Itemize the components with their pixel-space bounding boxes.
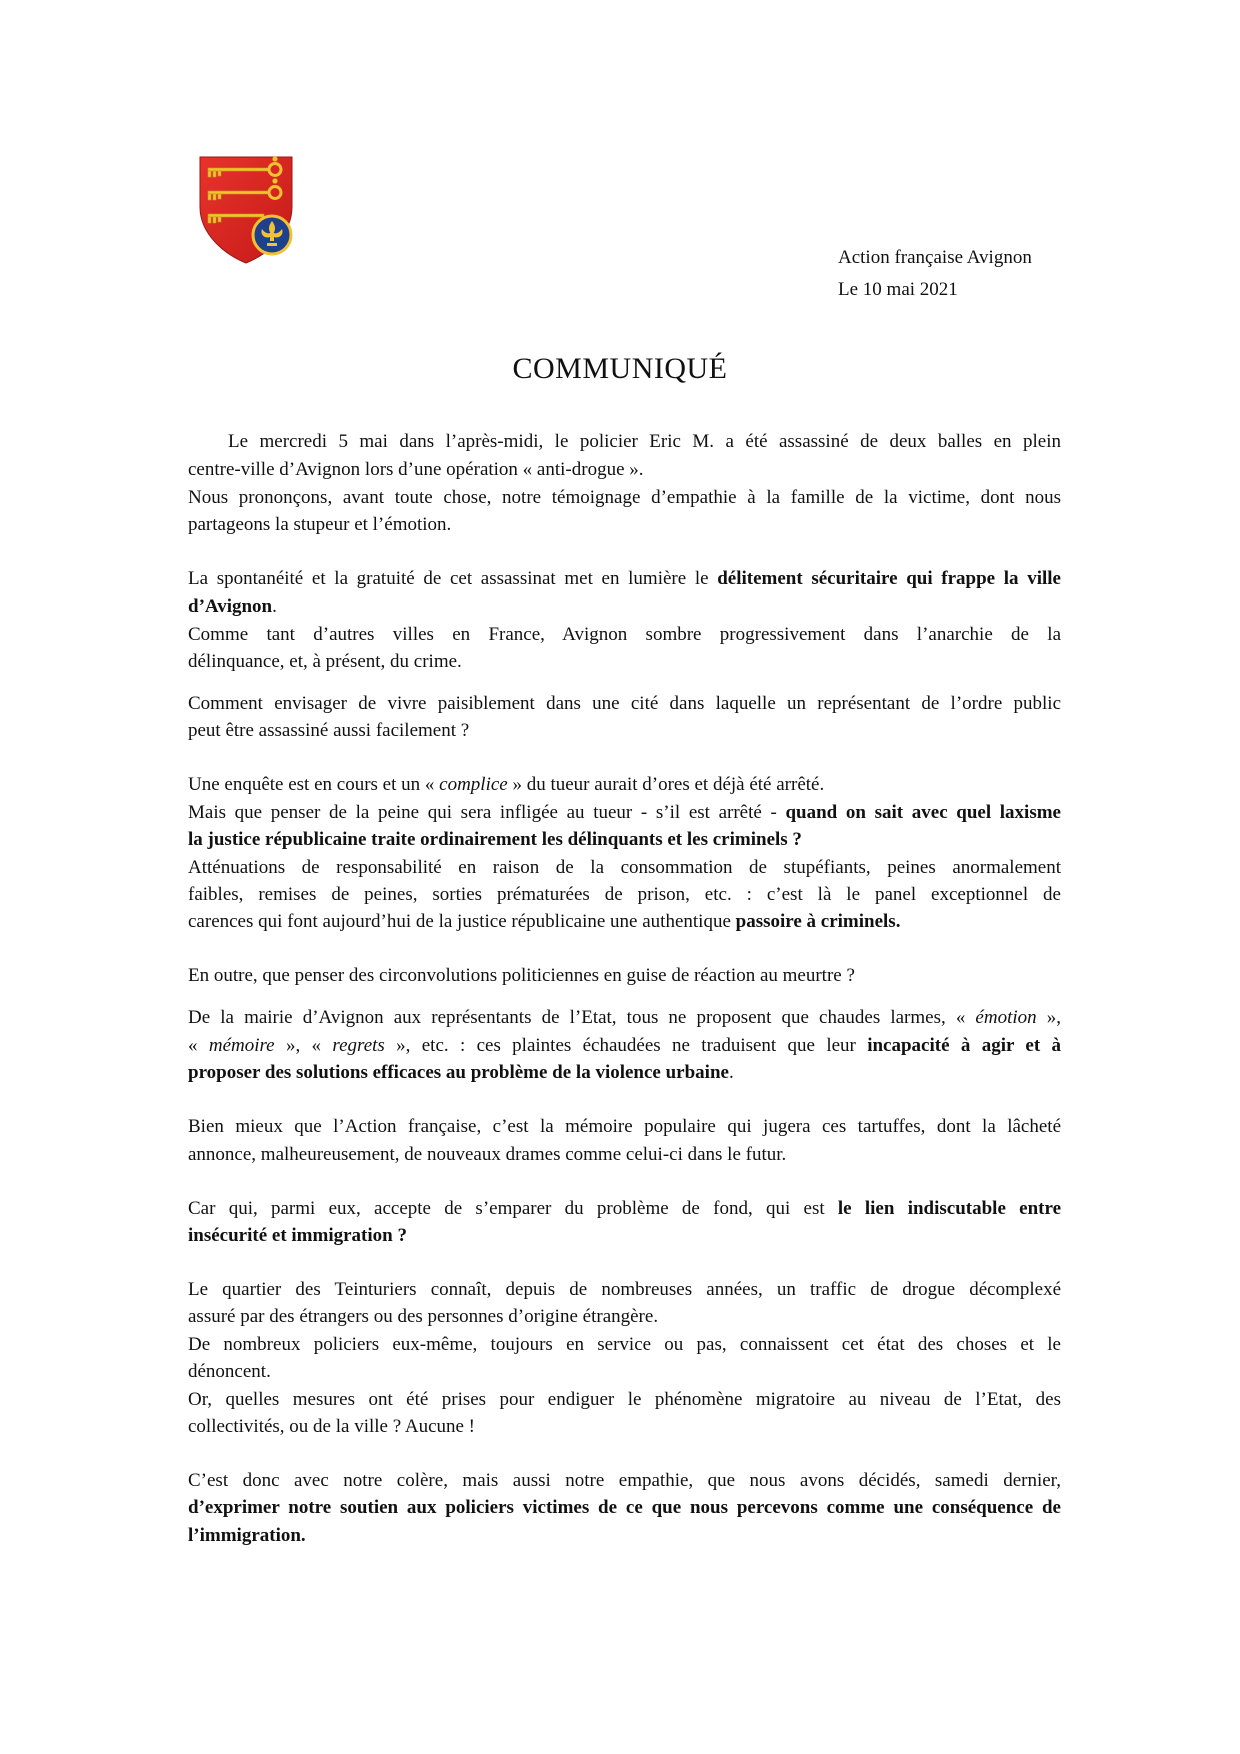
- text-line: [188, 621, 1061, 649]
- text-line: [188, 854, 1061, 882]
- text-line: [188, 593, 1061, 621]
- text-segment: De la mairie d’Avignon aux représentants de l’Etat, tous ne proposent que chaudes larmes, «: [188, 1007, 976, 1028]
- text-segment: Or, quelles mesures ont été prises pour endiguer le phénomène migratoire au niveau de l’Etat, des: [188, 1389, 1061, 1410]
- text-segment: collectivités, ou de la ville ? Aucune !: [188, 1416, 476, 1437]
- text-segment: », etc. : ces plaintes échaudées ne traduisent que leur: [384, 1035, 868, 1056]
- text-line: [188, 1195, 1061, 1223]
- bold-text: passoire à criminels.: [735, 911, 901, 932]
- text-segment: .: [272, 596, 277, 617]
- sender-block: [838, 242, 1032, 306]
- text-segment: Mais que penser de la peine qui sera infligée au tueur - s’il est arrêté -: [188, 802, 786, 823]
- text-line: [188, 908, 1061, 936]
- text-line: [188, 1522, 1061, 1550]
- text-line: [188, 962, 1061, 990]
- text-segment: centre-ville d’Avignon lors d’une opération « anti-drogue ».: [188, 459, 644, 480]
- italic-text: complice: [439, 774, 508, 795]
- text-line: [188, 717, 1061, 745]
- text-segment: peut être assassiné aussi facilement ?: [188, 720, 470, 741]
- text-segment: »,: [1036, 1007, 1061, 1028]
- text-segment: La spontanéité et la gratuité de cet assassinat met en lumière le: [188, 568, 718, 589]
- bold-text: d’Avignon: [188, 596, 273, 617]
- document-title: COMMUNIQUÉ: [512, 352, 728, 385]
- text-segment: Bien mieux que l’Action française, c’est la mémoire populaire qui jugera ces tartuffes, dont la lâcheté: [188, 1116, 1061, 1137]
- text-segment: En outre, que penser des circonvolutions politiciennes en guise de réaction au meurtre ?: [188, 965, 855, 986]
- text-line: [188, 1059, 1061, 1087]
- text-line: [188, 690, 1061, 718]
- text-segment: », «: [274, 1035, 333, 1056]
- text-line: [188, 484, 1061, 512]
- text-line: [188, 826, 1061, 854]
- text-line: [188, 1494, 1061, 1522]
- bold-text: proposer des solutions efficaces au problème de la violence urbaine: [188, 1062, 729, 1083]
- text-line: [188, 799, 1061, 827]
- italic-text: émotion: [975, 1007, 1037, 1028]
- italic-text: mémoire: [208, 1035, 275, 1056]
- bold-text: délitement sécuritaire qui frappe la ville: [717, 568, 1061, 589]
- text-segment: dénoncent.: [188, 1361, 271, 1382]
- bold-text: insécurité et immigration ?: [188, 1225, 407, 1246]
- text-segment: Nous prononçons, avant toute chose, notre témoignage d’empathie à la famille de la victime, dont nous: [188, 487, 1061, 508]
- text-segment: carences qui font aujourd’hui de la justice républicaine une authentique: [188, 911, 736, 932]
- text-segment: Comment envisager de vivre paisiblement dans une cité dans laquelle un représentant de l’ordre public: [188, 693, 1061, 714]
- text-line: [188, 648, 1061, 676]
- text-line: [188, 456, 1061, 484]
- bold-text: incapacité à agir et à: [867, 1035, 1062, 1056]
- text-line: [188, 771, 1061, 799]
- text-segment: délinquance, et, à présent, du crime.: [188, 651, 462, 672]
- sender-name: Action française Avignon: [838, 247, 1032, 268]
- text-segment: Comme tant d’autres villes en France, Avignon sombre progressivement dans l’anarchie de la: [188, 624, 1061, 645]
- text-segment: Une enquête est en cours et un «: [188, 774, 440, 795]
- text-line: [188, 1413, 1061, 1441]
- text-line: [188, 1303, 1061, 1331]
- text-segment: assuré par des étrangers ou des personnes d’origine étrangère.: [188, 1306, 659, 1327]
- text-segment: » du tueur aurait d’ores et déjà été arrêté.: [507, 774, 825, 795]
- text-line: [188, 1386, 1061, 1414]
- text-line: [188, 1276, 1061, 1304]
- avignon-coat-of-arms-logo: [196, 155, 296, 265]
- bold-text: d’exprimer notre soutien aux policiers victimes de ce que nous percevons comme une conséquence de: [188, 1497, 1061, 1518]
- text-segment: De nombreux policiers eux-même, toujours en service ou pas, connaissent cet état des choses et le: [188, 1334, 1061, 1355]
- text-line: [188, 1358, 1061, 1386]
- bold-text: la justice républicaine traite ordinairement les délinquants et les criminels ?: [188, 829, 802, 850]
- text-line: [188, 1004, 1061, 1032]
- text-segment: .: [728, 1062, 734, 1083]
- text-segment: annonce, malheureusement, de nouveaux drames comme celui-ci dans le futur.: [188, 1144, 787, 1165]
- coat-of-arms-icon: [196, 155, 296, 265]
- text-line: [188, 565, 1061, 593]
- text-line: [188, 881, 1061, 909]
- text-line: [188, 511, 1061, 539]
- text-segment: Le mercredi 5 mai dans l’après-midi, le policier Eric M. a été assassiné de deux balles en plein: [228, 431, 1061, 452]
- text-line: [188, 1141, 1061, 1169]
- text-segment: C’est donc avec notre colère, mais aussi notre empathie, que nous avons décidés, samedi dernier,: [188, 1470, 1061, 1491]
- text-line: [188, 1222, 1061, 1250]
- bold-text: l’immigration.: [188, 1525, 306, 1546]
- text-line: [188, 1331, 1061, 1359]
- text-line: [188, 1113, 1061, 1141]
- text-line: [188, 1467, 1061, 1495]
- text-line: [188, 1032, 1061, 1060]
- text-line: [228, 428, 1061, 456]
- document-date: Le 10 mai 2021: [838, 279, 958, 300]
- italic-text: regrets: [332, 1035, 385, 1056]
- text-segment: Le quartier des Teinturiers connaît, depuis de nombreuses années, un traffic de drogue décomplexé: [188, 1279, 1061, 1300]
- text-segment: Atténuations de responsabilité en raison de la consommation de stupéfiants, peines anormalement: [188, 857, 1061, 878]
- bold-text: le lien indiscutable entre: [837, 1198, 1061, 1219]
- text-segment: faibles, remises de peines, sorties prématurées de prison, etc. : c’est là le panel exceptionnel de: [188, 884, 1061, 905]
- bold-text: quand on sait avec quel laxisme: [785, 802, 1061, 823]
- text-segment: «: [188, 1035, 209, 1056]
- text-segment: partageons la stupeur et l’émotion.: [188, 514, 452, 535]
- text-segment: Car qui, parmi eux, accepte de s’emparer du problème de fond, qui est: [188, 1198, 838, 1219]
